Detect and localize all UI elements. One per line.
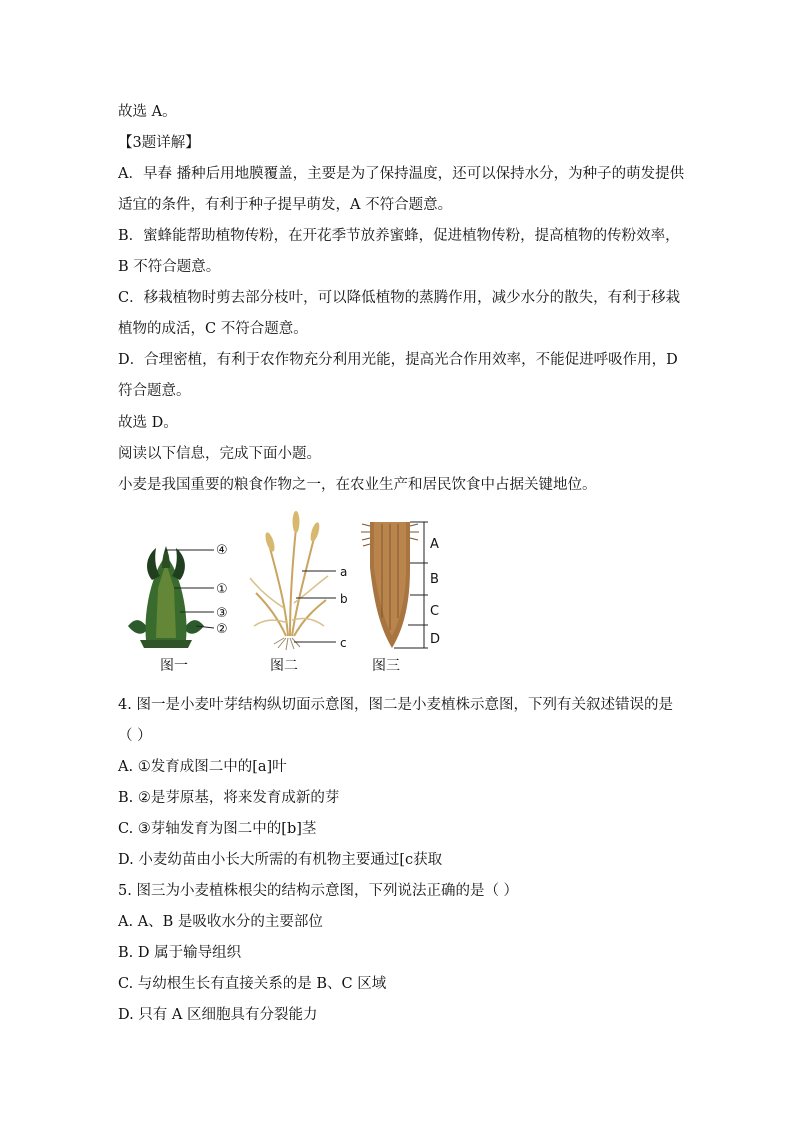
reading-context: 小麦是我国重要的粮食作物之一，在农业生产和居民饮食中占据关键地位。 bbox=[118, 477, 597, 493]
fig2-wheat-plant bbox=[250, 511, 328, 650]
q3-line-7: D．合理密植，有利于农作物充分利用光能，提高光合作用效率，不能促进呼吸作用，D bbox=[118, 352, 678, 368]
fig1-label-2: ② bbox=[216, 622, 228, 637]
fig1-label-1: ① bbox=[216, 582, 228, 597]
q3-line-2: 适宜的条件，有利于种子提早萌发，A 不符合题意。 bbox=[118, 197, 453, 213]
q3-line-4: B 不符合题意。 bbox=[118, 259, 221, 275]
fig1-caption: 图一 bbox=[160, 658, 188, 674]
fig3-label-C: C bbox=[430, 604, 440, 619]
q3-detail-heading: 【3题详解】 bbox=[118, 135, 200, 151]
q3-answer: 故选 D。 bbox=[118, 415, 178, 431]
fig2-label-c: c bbox=[340, 636, 347, 650]
fig1-label-4: ④ bbox=[216, 543, 228, 558]
fig3-root-tip bbox=[361, 522, 419, 648]
fig3-label-D: D bbox=[430, 632, 441, 647]
q4-option-b: B. ②是芽原基，将来发育成新的芽 bbox=[118, 790, 340, 806]
fig1-leaf-bud bbox=[128, 546, 204, 648]
q4-option-c: C. ③芽轴发育为图二中的[b]茎 bbox=[118, 821, 317, 837]
q3-line-3: B．蜜蜂能帮助植物传粉，在开花季节放养蜜蜂，促进植物传粉，提高植物的传粉效率， bbox=[118, 228, 680, 244]
fig2-label-a: a bbox=[340, 565, 348, 579]
q5-stem: 5. 图三为小麦植株根尖的结构示意图，下列说法正确的是（ ） bbox=[118, 883, 519, 899]
fig2-caption: 图二 bbox=[270, 658, 298, 674]
prev-answer: 故选 A。 bbox=[118, 104, 177, 120]
q3-line-6: 植物的成活，C 不符合题意。 bbox=[118, 321, 308, 337]
q3-line-1: A．早春 播种后用地膜覆盖，主要是为了保持温度，还可以保持水分，为种子的萌发提供 bbox=[118, 166, 685, 182]
fig3-labels bbox=[430, 537, 440, 647]
fig3-label-B: B bbox=[430, 572, 439, 587]
fig3-caption: 图三 bbox=[372, 658, 400, 674]
reading-intro: 阅读以下信息，完成下面小题。 bbox=[118, 446, 321, 462]
fig1-labels bbox=[216, 543, 228, 637]
wheat-figures bbox=[118, 508, 448, 680]
q5-option-a: A. A、B 是吸收水分的主要部位 bbox=[118, 914, 323, 930]
q5-option-d: D. 只有 A 区细胞具有分裂能力 bbox=[118, 1007, 318, 1023]
q3-line-8: 符合题意。 bbox=[118, 383, 191, 399]
fig2-labels bbox=[340, 565, 348, 650]
q4-option-d: D. 小麦幼苗由小长大所需的有机物主要通过[c获取 bbox=[118, 852, 443, 868]
q3-line-5: C．移栽植物时剪去部分枝叶，可以降低植物的蒸腾作用，减少水分的散失，有利于移栽 bbox=[118, 290, 681, 306]
fig2-label-b: b bbox=[340, 592, 348, 606]
q4-paren: （ ） bbox=[118, 728, 152, 744]
fig3-label-A: A bbox=[430, 537, 439, 552]
fig2-label-lines bbox=[294, 571, 336, 642]
q4-option-a: A. ①发育成图二中的[a]叶 bbox=[118, 759, 287, 775]
q5-option-b: B. D 属于输导组织 bbox=[118, 945, 242, 961]
fig1-label-3: ③ bbox=[216, 606, 228, 621]
q5-option-c: C. 与幼根生长有直接关系的是 B、C 区域 bbox=[118, 976, 387, 992]
q4-stem: 4. 图一是小麦叶芽结构纵切面示意图，图二是小麦植株示意图，下列有关叙述错误的是 bbox=[118, 697, 673, 713]
